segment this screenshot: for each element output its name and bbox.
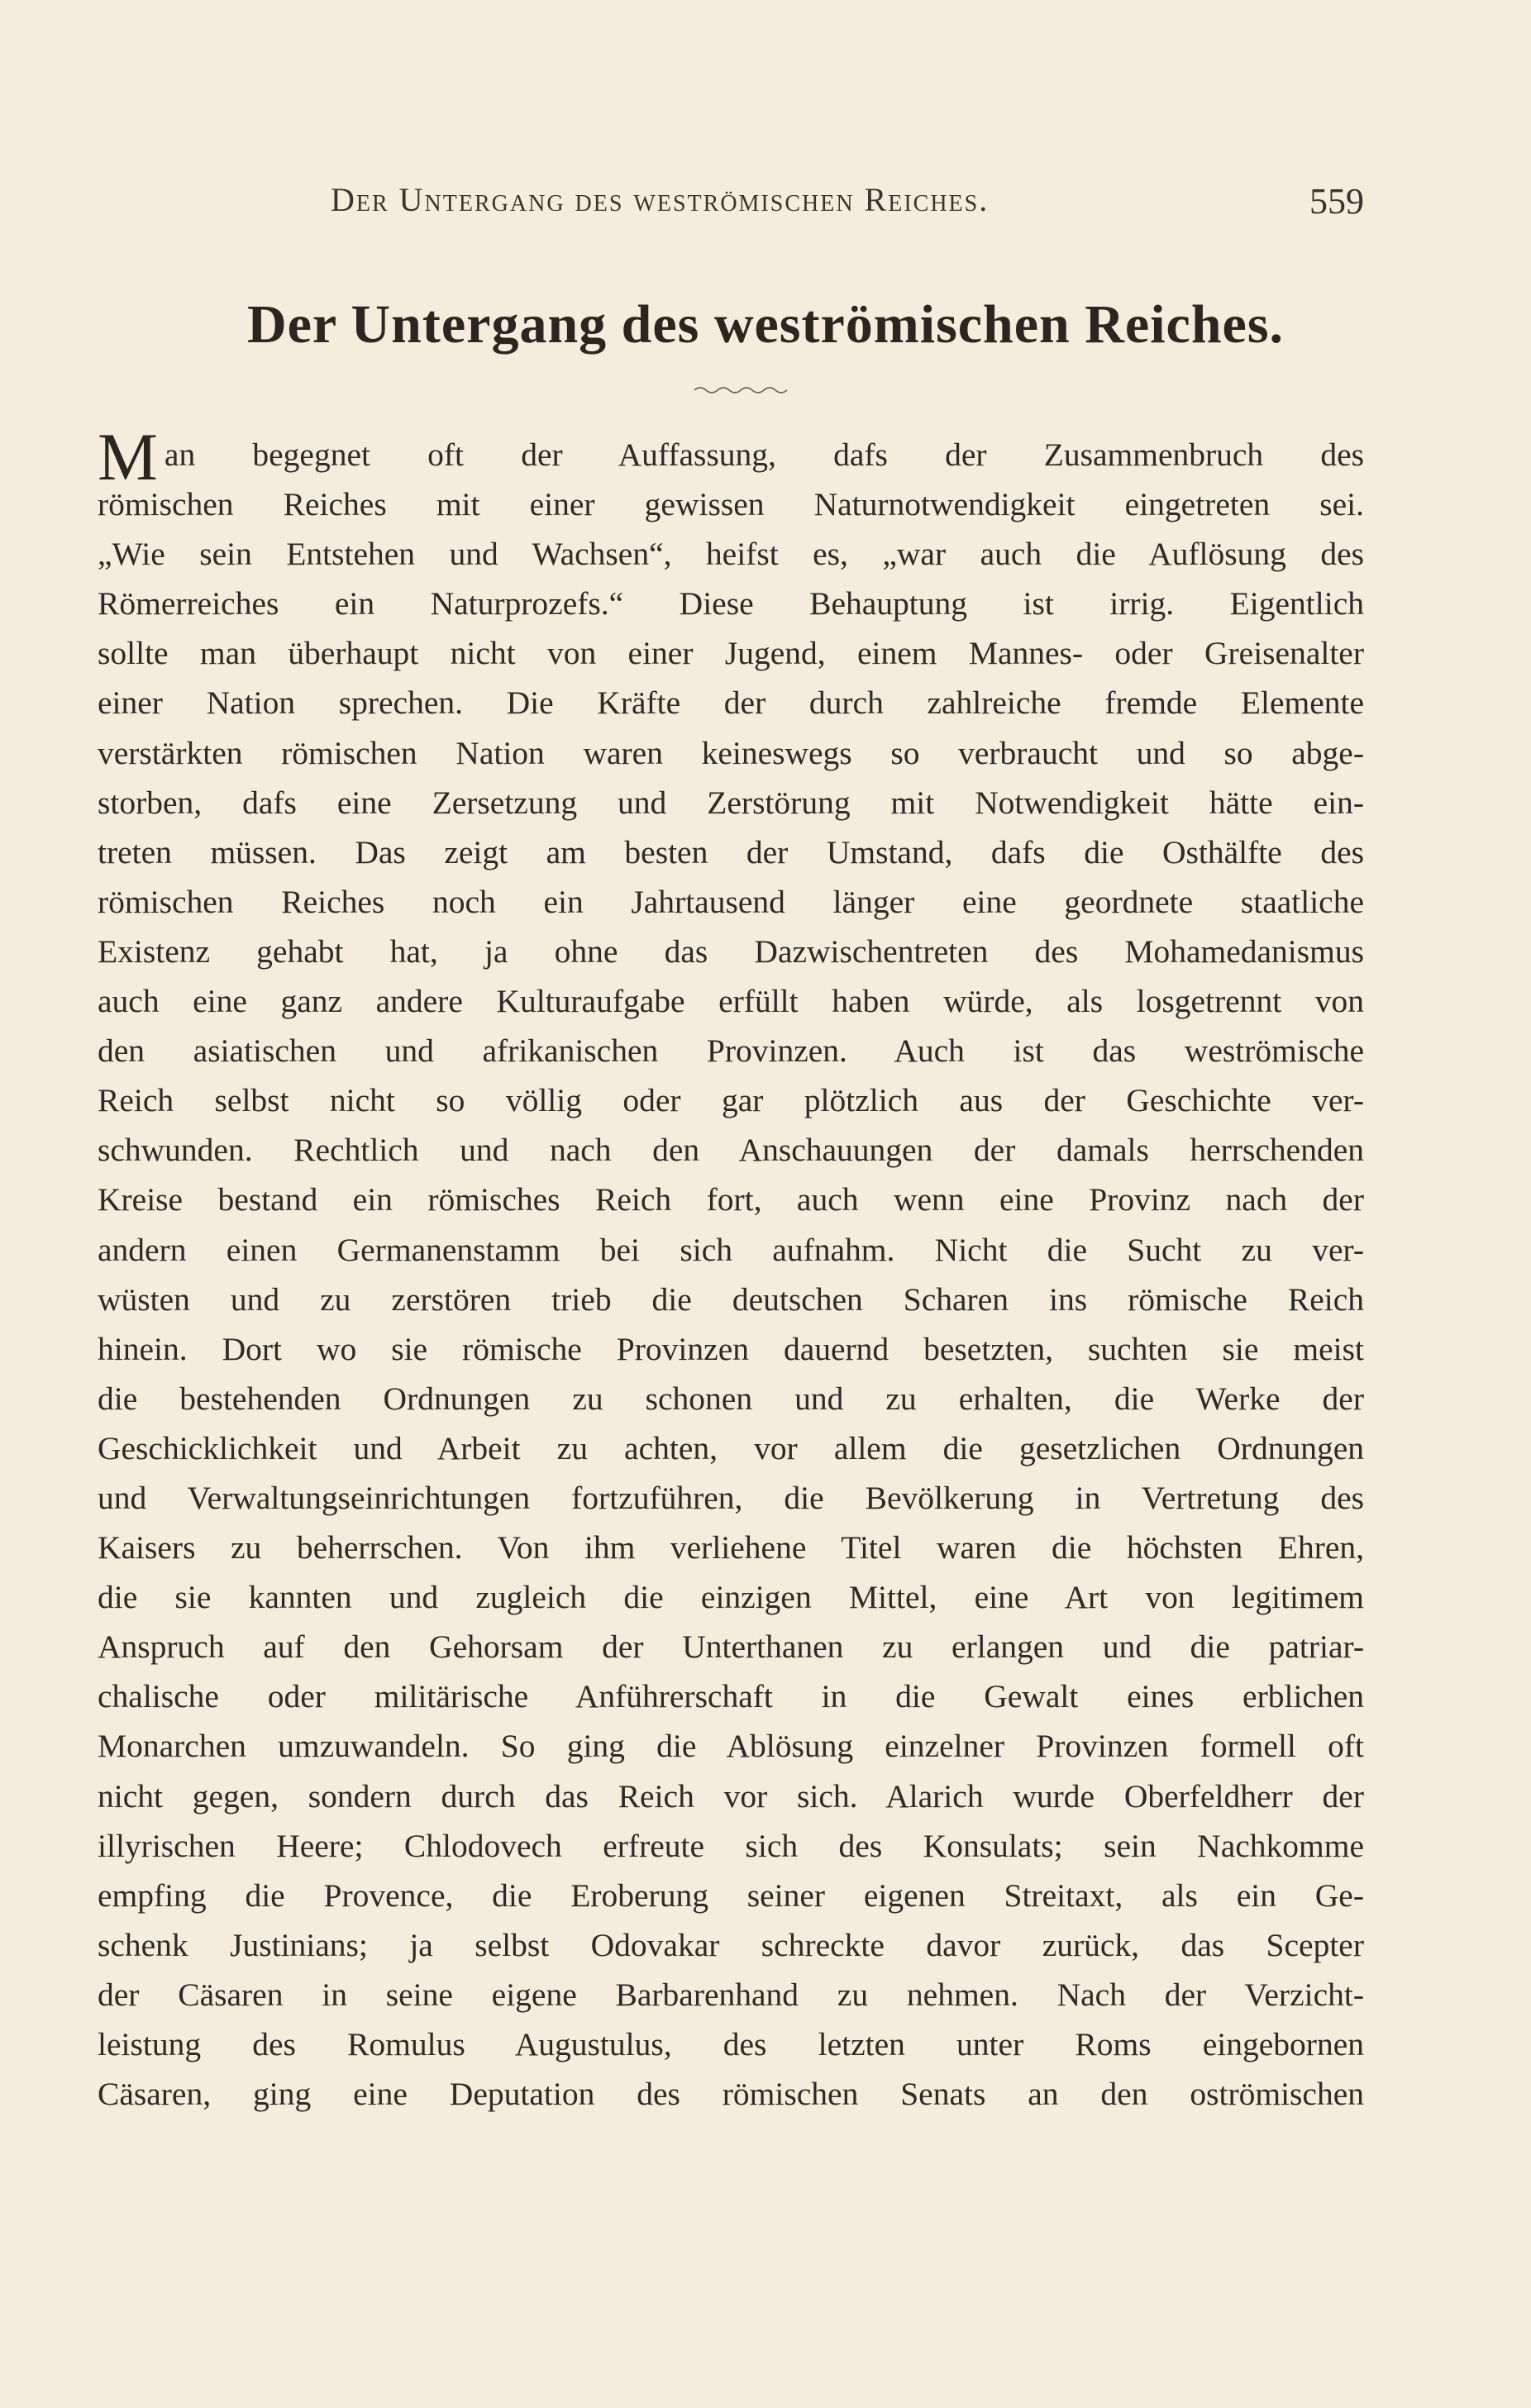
text-line: Reich selbst nicht so völlig oder gar plötzlich aus der Geschichte ver- <box>98 1082 1364 1119</box>
ornament-divider <box>693 383 792 398</box>
text-line: Anspruch auf den Gehorsam der Unterthanen zu erlangen und die patriar- <box>98 1628 1364 1666</box>
text-line: illyrischen Heere; Chlodovech erfreute sich des Konsulats; sein Nachkomme <box>98 1827 1364 1864</box>
text-line: auch eine ganz andere Kulturaufgabe erfüllt haben würde, als losgetrennt von <box>98 983 1364 1020</box>
text-line: Kaisers zu beherrschen. Von ihm verliehene Titel waren die höchsten Ehren, <box>98 1529 1364 1566</box>
text-line: „Wie sein Entstehen und Wachsen“, heifst es, „war auch die Auflösung des <box>98 536 1364 573</box>
text-line: Kreise bestand ein römisches Reich fort, auch wenn eine Provinz nach der <box>98 1181 1364 1218</box>
text-line: die bestehenden Ordnungen zu schonen und zu erhalten, die Werke der <box>98 1380 1364 1417</box>
page-number: 559 <box>1309 181 1364 222</box>
text-line: storben, dafs eine Zersetzung und Zerstörung mit Notwendigkeit hätte ein- <box>98 784 1364 821</box>
paragraph-first-line <box>98 430 1364 479</box>
text-line: Existenz gehabt hat, ja ohne das Dazwischentreten des Mohamedanismus <box>98 932 1364 970</box>
text-line: chalische oder militärische Anführerschaft in die Gewalt eines erblichen <box>98 1678 1364 1715</box>
body-text <box>98 430 1364 2119</box>
text-line: schenk Justinians; ja selbst Odovakar schreckte davor zurück, das Scepter <box>98 1926 1364 1963</box>
running-head <box>331 180 1364 230</box>
text-line: andern einen Germanenstamm bei sich aufnahm. Nicht die Sucht zu ver- <box>98 1231 1364 1268</box>
text-lines <box>98 479 1364 2119</box>
text-line: empfing die Provence, die Eroberung seiner eigenen Streitaxt, als ein Ge- <box>98 1876 1364 1914</box>
text-line: treten müssen. Das zeigt am besten der Umstand, dafs die Osthälfte des <box>98 833 1364 870</box>
text-line: nicht gegen, sondern durch das Reich vor sich. Alarich wurde Oberfeldherr der <box>98 1777 1364 1814</box>
chapter-title: Der Untergang des weströmischen Reiches. <box>246 294 1285 355</box>
first-line-text: an begegnet oft der Auffassung, dafs der Zusammenbruch des <box>164 436 1364 473</box>
text-line: Cäsaren, ging eine Deputation des römischen Senats an den oströmischen <box>98 2076 1364 2113</box>
text-line: sollte man überhaupt nicht von einer Jugend, einem Mannes- oder Greisenalter <box>98 635 1364 672</box>
text-line: die sie kannten und zugleich die einzigen Mittel, eine Art von legitimem <box>98 1579 1364 1616</box>
text-line: leistung des Romulus Augustulus, des letzten unter Roms eingebornen <box>98 2026 1364 2062</box>
text-line: Monarchen umzuwandeln. So ging die Ablösung einzelner Provinzen formell oft <box>98 1728 1364 1765</box>
text-line: verstärkten römischen Nation waren keineswegs so verbraucht und so abge- <box>98 734 1364 771</box>
text-line: wüsten und zu zerstören trieb die deutschen Scharen ins römische Reich <box>98 1280 1364 1318</box>
text-line: einer Nation sprechen. Die Kräfte der durch zahlreiche fremde Elemente <box>98 684 1364 722</box>
text-line: den asiatischen und afrikanischen Provinzen. Auch ist das weströmische <box>98 1032 1364 1070</box>
drop-cap: M <box>98 430 158 480</box>
text-line: Römerreiches ein Naturprozefs.“ Diese Behauptung ist irrig. Eigentlich <box>98 585 1364 622</box>
text-line: der Cäsaren in seine eigene Barbarenhand zu nehmen. Nach der Verzicht- <box>98 1976 1364 2013</box>
text-line: Geschicklichkeit und Arbeit zu achten, vor allem die gesetzlichen Ordnungen <box>98 1429 1364 1466</box>
text-line: und Verwaltungseinrichtungen fortzuführen, die Bevölkerung in Vertretung des <box>98 1479 1364 1516</box>
text-line: schwunden. Rechtlich und nach den Anschauungen der damals herrschenden <box>98 1132 1364 1169</box>
text-line: hinein. Dort wo sie römische Provinzen dauernd besetzten, suchten sie meist <box>98 1330 1364 1367</box>
text-line: römischen Reiches noch ein Jahrtausend länger eine geordnete staatliche <box>98 883 1364 920</box>
text-line: römischen Reiches mit einer gewissen Naturnotwendigkeit eingetreten sei. <box>98 486 1364 523</box>
running-title: Der Untergang des weströmischen Reiches. <box>331 181 990 218</box>
